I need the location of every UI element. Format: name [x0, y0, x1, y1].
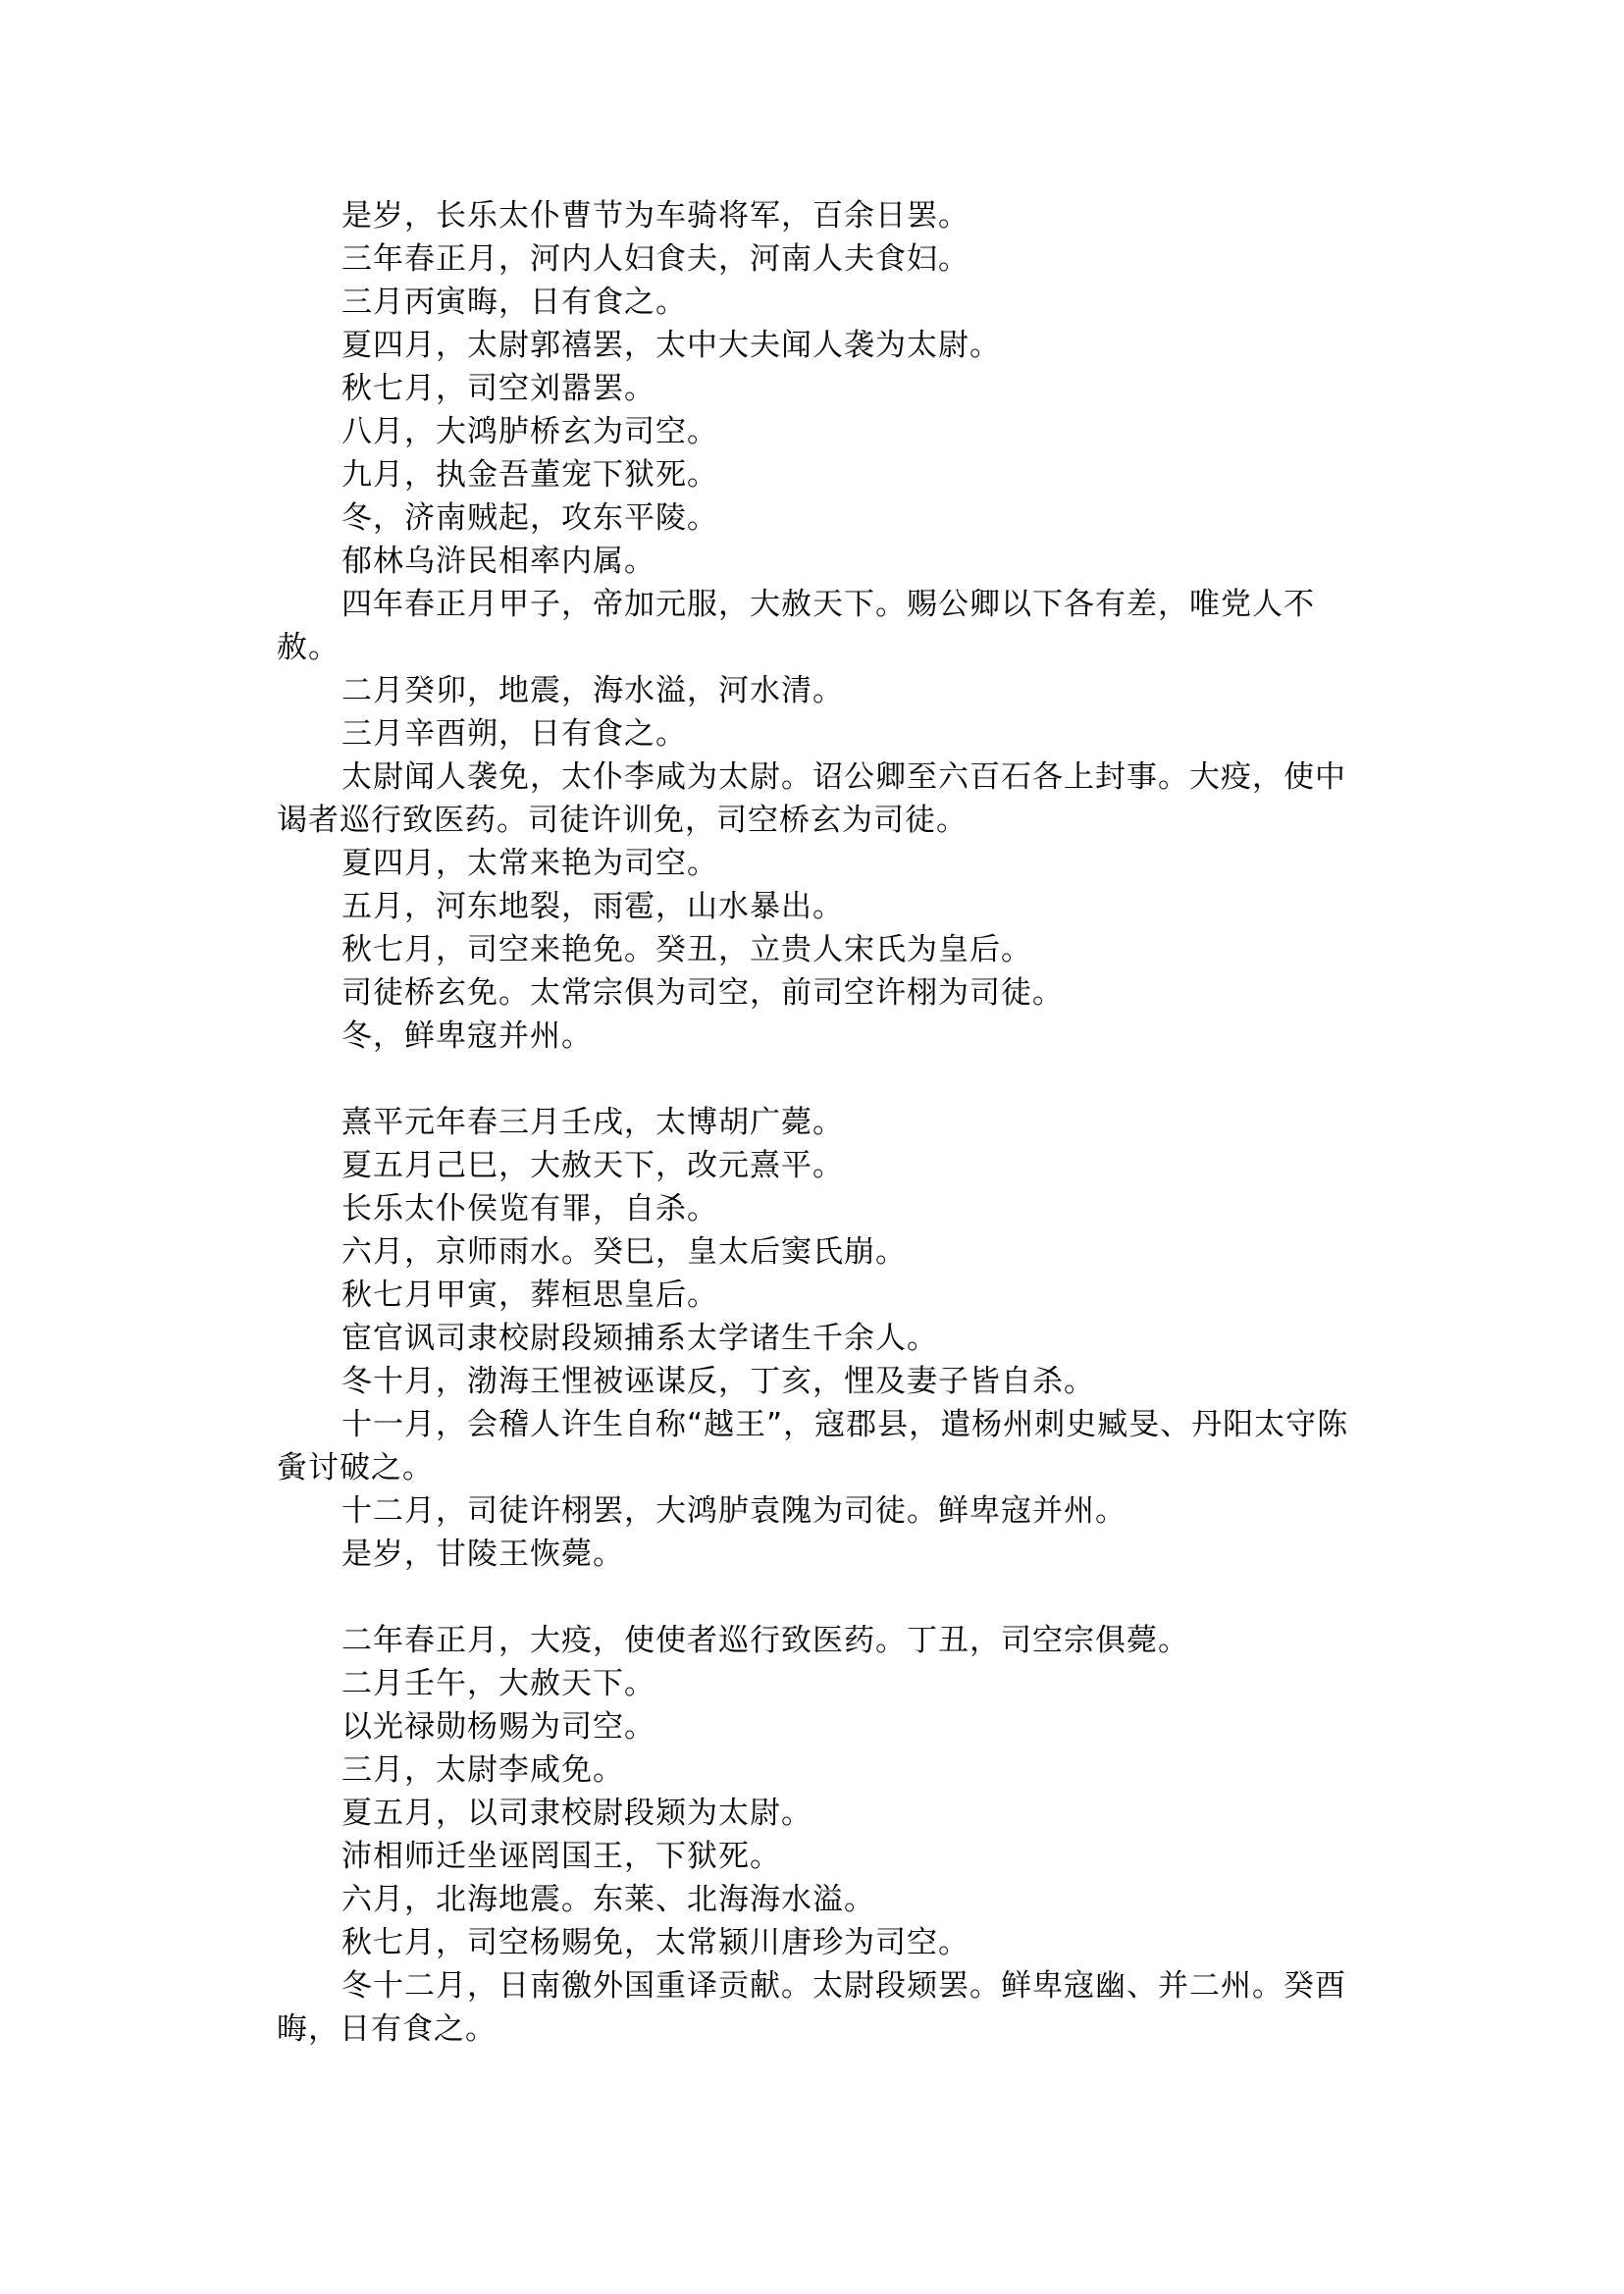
paragraph: 冬十二月，日南徼外国重译贡献。太尉段颎罢。鲜卑寇幽、并二州。癸酉晦，日有食之。 — [277, 1968, 1346, 2047]
section-gap — [277, 1058, 1376, 1101]
document-page — [277, 194, 1376, 2051]
paragraph: 冬十月，渤海王悝被诬谋反，丁亥，悝及妻子皆自杀。 — [341, 1364, 1095, 1399]
paragraph: 三月，太尉李咸免。 — [341, 1752, 624, 1788]
paragraph: 秋七月，司空杨赐免，太常颍川唐珍为司空。 — [341, 1925, 969, 1960]
paragraph: 秋七月，司空刘嚣罢。 — [341, 371, 655, 406]
paragraph: 冬，鲜卑寇并州。 — [341, 1018, 593, 1054]
paragraph: 熹平元年春三月壬戌，太博胡广薨。 — [341, 1105, 844, 1140]
paragraph: 三月丙寅晦，日有食之。 — [341, 285, 687, 320]
paragraph: 六月，京师雨水。癸巳，皇太后窦氏崩。 — [341, 1234, 907, 1270]
paragraph: 二年春正月，大疫，使使者巡行致医药。丁丑，司空宗俱薨。 — [341, 1623, 1189, 1658]
paragraph: 夏五月己巳，大赦天下，改元熹平。 — [341, 1148, 844, 1183]
paragraph: 以光禄勋杨赐为司空。 — [341, 1709, 655, 1745]
paragraph: 是岁，甘陵王恢薨。 — [341, 1537, 624, 1572]
paragraph: 九月，执金吾董宠下狱死。 — [341, 457, 718, 493]
paragraph: 三月辛酉朔，日有食之。 — [341, 716, 687, 752]
paragraph: 宦官讽司隶校尉段颎捕系太学诸生千余人。 — [341, 1321, 938, 1356]
paragraph: 秋七月，司空来艳免。癸丑，立贵人宋氏为皇后。 — [341, 932, 1032, 967]
paragraph: 太尉闻人袭免，太仆李咸为太尉。诏公卿至六百石各上封事。大疫，使中谒者巡行致医药。司徒许训免，司空桥玄为司徒。 — [277, 759, 1346, 838]
paragraph: 是岁，长乐太仆曹节为车骑将军，百余日罢。 — [341, 198, 969, 234]
paragraph: 长乐太仆侯览有罪，自杀。 — [341, 1191, 718, 1226]
text-section — [277, 1101, 1376, 1576]
paragraph: 二月壬午，大赦天下。 — [341, 1666, 655, 1701]
text-section — [277, 194, 1376, 1058]
section-gap — [277, 1576, 1376, 1619]
paragraph: 夏四月，太尉郭禧罢，太中大夫闻人袭为太尉。 — [341, 328, 1001, 363]
paragraph: 夏五月，以司隶校尉段颎为太尉。 — [341, 1796, 812, 1831]
paragraph: 三年春正月，河内人妇食夫，河南人夫食妇。 — [341, 241, 969, 277]
paragraph: 十二月，司徒许栩罢，大鸿胪袁隗为司徒。鲜卑寇并州。 — [341, 1493, 1126, 1529]
paragraph: 郁林乌浒民相率内属。 — [341, 544, 655, 579]
paragraph: 夏四月，太常来艳为司空。 — [341, 846, 718, 881]
paragraph: 二月癸卯，地震，海水溢，河水清。 — [341, 673, 844, 708]
paragraph: 十一月，会稽人许生自称“越王”，寇郡县，遣杨州刺史臧旻、丹阳太守陈夤讨破之。 — [277, 1407, 1349, 1486]
paragraph: 五月，河东地裂，雨雹，山水暴出。 — [341, 889, 844, 924]
paragraph: 八月，大鸿胪桥玄为司空。 — [341, 414, 718, 449]
paragraph: 六月，北海地震。东莱、北海海水溢。 — [341, 1882, 875, 1917]
paragraph: 沛相师迁坐诬罔国王，下狱死。 — [341, 1839, 781, 1874]
paragraph: 司徒桥玄免。太常宗俱为司空，前司空许栩为司徒。 — [341, 975, 1064, 1011]
paragraph: 冬，济南贼起，攻东平陵。 — [341, 500, 718, 536]
text-section — [277, 1619, 1376, 2051]
paragraph: 四年春正月甲子，帝加元服，大赦天下。赐公卿以下各有差，唯党人不赦。 — [277, 587, 1315, 665]
paragraph: 秋七月甲寅，葬桓思皇后。 — [341, 1277, 718, 1313]
